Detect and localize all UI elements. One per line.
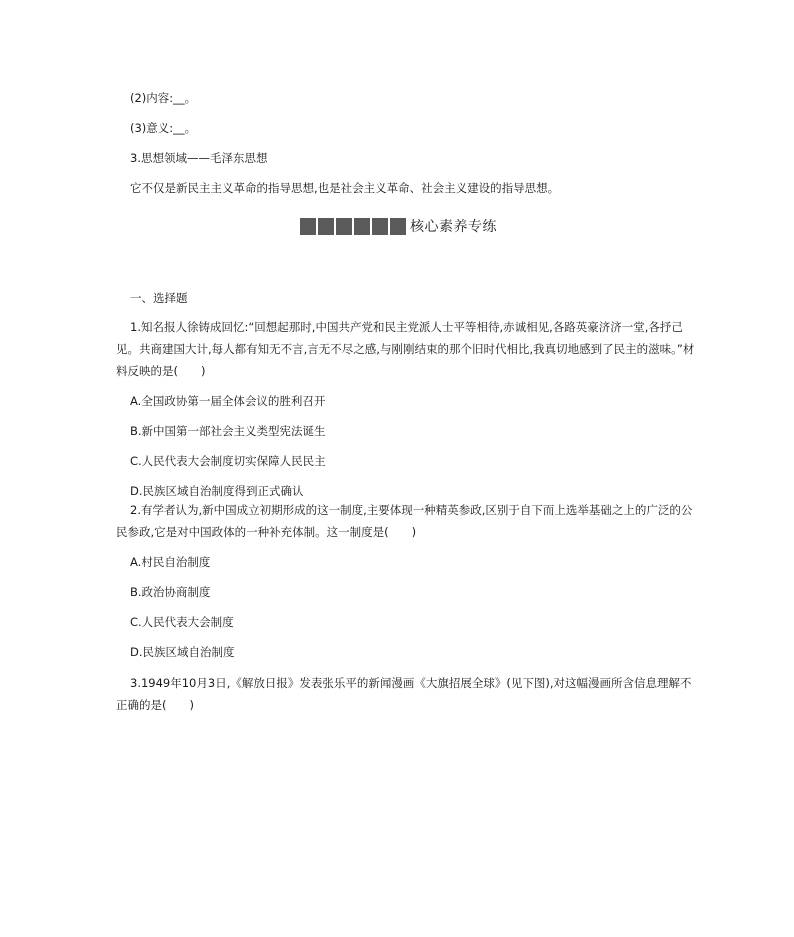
- question-1-stem-line: 见。共商建国大计,每人都有知无不言,言无不尽之感,与刚刚结束的那个旧时代相比,我真切地感到了民主的滋味。”材: [116, 342, 695, 356]
- question-2-stem-line: 2.有学者认为,新中国成立初期形成的这一制度,主要体现一种精英参政,区别于自下而上选举基础之上的广泛的公: [130, 503, 693, 517]
- question-2-option[interactable]: D.民族区域自治制度: [130, 645, 235, 659]
- section-title: 一、选择题: [130, 291, 188, 305]
- subheading-ideology: 3.思想领域——毛泽东思想: [130, 151, 268, 165]
- section-banner: [300, 216, 497, 236]
- question-1-stem-line: 料反映的是( ): [116, 364, 206, 378]
- statement-text: 它不仅是新民主主义革命的指导思想,也是社会主义革命、社会主义建设的指导思想。: [130, 181, 560, 195]
- banner-block: [336, 218, 352, 235]
- question-2-option[interactable]: B.政治协商制度: [130, 585, 211, 599]
- banner-block: [390, 218, 406, 235]
- question-2-option[interactable]: A.村民自治制度: [130, 555, 211, 569]
- fill-in-content: (2)内容:__。: [130, 91, 197, 105]
- question-1-option[interactable]: C.人民代表大会制度切实保障人民民主: [130, 454, 326, 468]
- question-1-option[interactable]: B.新中国第一部社会主义类型宪法诞生: [130, 424, 326, 438]
- banner-title: 核心素养专练: [410, 219, 497, 235]
- question-3-stem-line: 3.1949年10月3日,《解放日报》发表张乐平的新闻漫画《大旗招展全球》(见下图),对这幅漫画所含信息理解不: [130, 676, 692, 690]
- banner-block: [300, 218, 316, 235]
- question-2-option[interactable]: C.人民代表大会制度: [130, 615, 234, 629]
- banner-block: [372, 218, 388, 235]
- question-1-option[interactable]: D.民族区域自治制度得到正式确认: [130, 484, 304, 498]
- question-1-stem-line: 1.知名报人徐铸成回忆:“回想起那时,中国共产党和民主党派人士平等相待,赤诚相见,各路英豪济济一堂,各抒己: [130, 320, 683, 334]
- banner-block: [318, 218, 334, 235]
- fill-in-significance: (3)意义:__。: [130, 121, 197, 135]
- banner-blocks: [300, 218, 408, 235]
- question-2-stem-line: 民参政,它是对中国政体的一种补充体制。这一制度是( ): [116, 525, 417, 539]
- banner-block: [354, 218, 370, 235]
- question-1-option[interactable]: A.全国政协第一届全体会议的胜利召开: [130, 394, 326, 408]
- question-3-stem-line: 正确的是( ): [116, 698, 194, 712]
